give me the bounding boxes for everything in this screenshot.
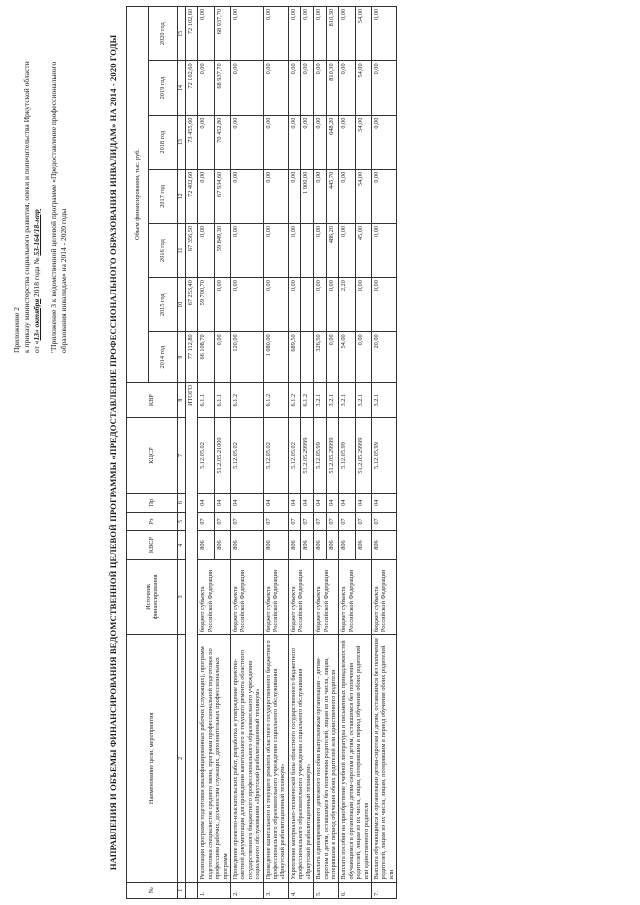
header-year: 2018 год — [149, 115, 178, 169]
table-row — [288, 7, 301, 899]
total-value: 72 102,60 — [186, 61, 198, 115]
year-value: 0,00 — [231, 115, 264, 169]
rz-cell: 07 — [198, 512, 214, 531]
year-value: 0,00 — [339, 223, 355, 277]
table-row — [263, 7, 288, 899]
column-index: 10 — [178, 278, 186, 332]
column-index: 9 — [178, 332, 186, 383]
year-value: 0,00 — [355, 332, 371, 383]
header-kcsr: КЦСР — [127, 418, 178, 493]
kvsr-cell: 806 — [326, 531, 339, 559]
year-value: 648,20 — [326, 115, 339, 169]
year-value — [301, 278, 314, 332]
total-row — [186, 7, 198, 899]
funding-source: бюджет субъекта Российской Федерации — [339, 559, 372, 634]
kvsr-cell: 806 — [198, 531, 214, 559]
year-value: 0,00 — [231, 61, 264, 115]
year-value: 689,50 — [288, 332, 301, 383]
year-value: 54,00 — [355, 61, 371, 115]
total-value: 67 356,50 — [186, 223, 198, 277]
year-value: 54,00 — [339, 332, 355, 383]
kcsr-cell: 51.2.05.29999 — [355, 418, 371, 493]
year-value: 68 937,70 — [214, 61, 230, 115]
year-value: 0,00 — [314, 7, 327, 61]
year-value: 0,00 — [339, 61, 355, 115]
year-value: 20,00 — [371, 332, 396, 383]
year-value: 1 900,00 — [301, 169, 314, 223]
financing-table — [126, 6, 397, 899]
pr-cell: 04 — [231, 493, 264, 512]
pr-cell: 04 — [339, 493, 355, 512]
year-value: 0,00 — [198, 61, 214, 115]
kcsr-cell: 51.2.05.29999 — [326, 418, 339, 493]
table-row — [231, 7, 264, 899]
funding-source: бюджет субъекта Российской Федерации — [371, 559, 396, 634]
header-year: 2015 год — [149, 278, 178, 332]
column-index: 8 — [178, 382, 186, 417]
year-value: 54,00 — [355, 115, 371, 169]
year-value: 68 937,70 — [214, 7, 230, 61]
year-value: 0,00 — [288, 115, 301, 169]
year-value: 0,00 — [231, 169, 264, 223]
header-source: Источник финансирования — [127, 559, 178, 634]
total-value: 72 402,60 — [186, 169, 198, 223]
annex-line-4: "Приложение 3 к ведомственной целевой программе «Предоставление профессионального — [49, 61, 58, 353]
activity-name: Реализация программ подготовки квалифицированных рабочих (служащих), программ подготовки специалистов среднего звена, программ профессиональной подготовки по профессиям рабочих, должностям служащих, дополнительных профессиональных программ — [198, 635, 231, 882]
year-value: 326,50 — [314, 332, 327, 383]
activity-name: Выплата обучающимся в организации детям-сиротам и детям, оставшимся без попечения родителей, лицам из их числа, лицам, потерявшим в период обучения обоих родителей или — [371, 635, 396, 882]
year-value: 0,00 — [301, 115, 314, 169]
year-value: 66 108,70 — [198, 332, 214, 383]
header-year: 2014 год — [149, 332, 178, 383]
kvsr-cell: 806 — [263, 531, 288, 559]
rz-cell: 07 — [301, 512, 314, 531]
year-value: 0,00 — [339, 115, 355, 169]
year-value: 0,00 — [371, 61, 396, 115]
header-year: 2017 год — [149, 169, 178, 223]
kvr-cell: 6.1.2 — [231, 382, 264, 417]
column-index: 14 — [178, 61, 186, 115]
kcsr-cell: 51.2.05.29999 — [301, 418, 314, 493]
kcsr-cell: 5.12.05.99 — [314, 418, 327, 493]
pr-cell: 04 — [371, 493, 396, 512]
column-index: 4 — [178, 531, 186, 559]
total-value: 77 112,80 — [186, 332, 198, 383]
column-index: 7 — [178, 418, 186, 493]
year-value: 486,20 — [326, 223, 339, 277]
year-value: 1 080,00 — [263, 332, 288, 383]
year-value: 0,00 — [355, 278, 371, 332]
year-value: 0,00 — [288, 223, 301, 277]
kvsr-cell: 806 — [231, 531, 264, 559]
kcsr-cell: 5.12.05.99 — [339, 418, 355, 493]
funding-source: бюджет субъекта Российской Федерации — [198, 559, 231, 634]
year-value: 0,00 — [231, 7, 264, 61]
year-value: 2,20 — [339, 278, 355, 332]
header-kvsr: КВСР — [127, 531, 178, 559]
total-value: 67 253,40 — [186, 278, 198, 332]
year-value: 0,00 — [263, 115, 288, 169]
year-value: 59 700,70 — [198, 278, 214, 332]
kvsr-cell: 806 — [355, 531, 371, 559]
total-value: 72 102,60 — [186, 7, 198, 61]
annex-date: 13» октября — [32, 298, 41, 341]
row-number: 4. — [288, 882, 313, 898]
row-number: 7. — [371, 882, 396, 898]
year-value: 0,00 — [326, 332, 339, 383]
pr-cell: 04 — [301, 493, 314, 512]
column-index: 5 — [178, 512, 186, 531]
year-value: 0,00 — [214, 278, 230, 332]
year-value: 0,00 — [263, 7, 288, 61]
kvr-cell: 6.1.1 — [214, 382, 230, 417]
annex-line-2: к приказу министерства социального развития, опеки и попечительства Иркутской области — [22, 61, 31, 353]
year-value: 0,00 — [288, 61, 301, 115]
annex-header — [12, 23, 69, 353]
column-index: 13 — [178, 115, 186, 169]
activity-name: Укрепление материально-технической базы областного государственного бюджетного профессионального образовательного учреждения социального обслуживания «Иркутский реабилитационный техникум» — [288, 635, 313, 882]
year-value: 0,00 — [263, 61, 288, 115]
header-name: Наименование цели, мероприятия — [127, 635, 178, 882]
table-row — [314, 7, 327, 899]
year-value: 0,00 — [314, 61, 327, 115]
rz-cell: 07 — [339, 512, 355, 531]
column-index: 1 — [178, 882, 186, 898]
year-value: 810,30 — [326, 7, 339, 61]
year-value: 0,00 — [198, 115, 214, 169]
year-value: 0,00 — [371, 278, 396, 332]
kcsr-cell: 51.2.05.21000 — [214, 418, 230, 493]
header-rz: Рз — [127, 512, 178, 531]
activity-name: Выплата единовременного денежного пособия выпускникам организации – детям-сиротам и детям, оставшимся без попечения родителей, лицам из их числа, лицам, потерявшим в период обучения обоих родителей или единственного родителя — [314, 635, 339, 882]
total-num-cell — [186, 882, 198, 898]
header-financing-group: Объем финансирования, тыс. руб. — [127, 7, 149, 383]
year-value: 0,00 — [339, 7, 355, 61]
kcsr-cell: 5.12.05.02 — [198, 418, 214, 493]
year-value: 445,70 — [326, 169, 339, 223]
column-index: 6 — [178, 493, 186, 512]
year-value: 0,00 — [301, 7, 314, 61]
column-index: 2 — [178, 635, 186, 882]
kvsr-cell: 806 — [214, 531, 230, 559]
year-value: 0,00 — [301, 61, 314, 115]
row-number: 2. — [231, 882, 264, 898]
year-value: 0,00 — [198, 169, 214, 223]
annex-line-3 — [32, 23, 42, 353]
kcsr-cell: 5.12.05.02 — [263, 418, 288, 493]
annex-date-prefix: от « — [32, 340, 41, 353]
total-label: ИТОГО — [186, 382, 198, 882]
year-value: 0,00 — [288, 7, 301, 61]
annex-line-1: Приложение 2 — [12, 307, 21, 353]
annex-year-number-label: 2018 года № — [32, 257, 41, 297]
kvsr-cell: 806 — [314, 531, 327, 559]
column-index: 15 — [178, 7, 186, 61]
year-value: 0,00 — [288, 169, 301, 223]
year-value: 45,00 — [355, 223, 371, 277]
kvsr-cell: 806 — [339, 531, 355, 559]
table-row — [198, 7, 214, 899]
kcsr-cell: 5.12.05.02 — [288, 418, 301, 493]
year-value: 0,00 — [263, 169, 288, 223]
year-value: 59 849,30 — [214, 223, 230, 277]
header-num: № — [127, 882, 178, 898]
rz-cell: 07 — [214, 512, 230, 531]
row-number: 5. — [314, 882, 339, 898]
year-value: 0,00 — [288, 278, 301, 332]
kvsr-cell: 806 — [301, 531, 314, 559]
pr-cell: 04 — [288, 493, 301, 512]
pr-cell: 04 — [326, 493, 339, 512]
year-value: 0,00 — [339, 169, 355, 223]
kvsr-cell: 806 — [371, 531, 396, 559]
column-index: 12 — [178, 169, 186, 223]
kvr-cell: 3.2.1 — [339, 382, 355, 417]
kvr-cell: 6.1.2 — [288, 382, 301, 417]
funding-source: бюджет субъекта Российской Федерации — [231, 559, 264, 634]
table-row — [339, 7, 355, 899]
year-value: 0,00 — [314, 223, 327, 277]
kcsr-cell: 5.12.05.99 — [371, 418, 396, 493]
year-value: 0,00 — [231, 278, 264, 332]
year-value: 0,00 — [263, 278, 288, 332]
rz-cell: 07 — [288, 512, 301, 531]
header-year: 2020 год — [149, 7, 178, 61]
year-value: 0,00 — [198, 223, 214, 277]
row-number: 3. — [263, 882, 288, 898]
rz-cell: 07 — [371, 512, 396, 531]
column-index: 3 — [178, 559, 186, 634]
kvr-cell: 3.2.1 — [355, 382, 371, 417]
activity-name: Выплата пособия на приобретение учебной литературы и письменных принадлежностей обучающимся в организации детям-сиротам и детям, оставшимся без попечения родителей, лицам из их числа, лицам, потерявшим в период обучения обоих родителей или единственного родителя — [339, 635, 372, 882]
rz-cell: 07 — [263, 512, 288, 531]
year-value: 0,00 — [263, 223, 288, 277]
kvsr-cell: 806 — [288, 531, 301, 559]
year-value: 0,00 — [314, 169, 327, 223]
header-kvr: КВР — [127, 382, 178, 417]
year-value: 0,00 — [314, 115, 327, 169]
funding-source: бюджет субъекта Российской Федерации — [263, 559, 288, 634]
year-value: 0,00 — [371, 115, 396, 169]
rz-cell: 07 — [326, 512, 339, 531]
pr-cell: 04 — [198, 493, 214, 512]
document-title: НАПРАВЛЕНИЯ И ОБЪЕМЫ ФИНАНСИРОВАНИЯ ВЕДОМСТВЕННОЙ ЦЕЛЕВОЙ ПРОГРАММЫ «ПРЕДОСТАВЛЕНИЕ ПРОФЕССИОНАЛЬНОГО ОБРАЗОВАНИЯ ИНВАЛИДАМ» НА 2014 - 2020 ГОДЫ — [108, 34, 118, 871]
pr-cell: 04 — [314, 493, 327, 512]
column-index: 11 — [178, 223, 186, 277]
table-row — [371, 7, 396, 899]
year-value: 54,00 — [355, 169, 371, 223]
kvr-cell: 6.1.2 — [301, 382, 314, 417]
annex-line-5: образования инвалидам» на 2014 - 2020 годы — [59, 208, 68, 353]
year-value: 120,00 — [231, 332, 264, 383]
activity-name: Проведение проектно-изыскательских работ, разработка и утверждение проектно-сметной документации для проведения капитального и текущего ремонта областного государственного бюджетного профессионального образовательного учреждения социального обслуживания «Иркутский реабилитационный техникум» — [231, 635, 264, 882]
pr-cell: 04 — [214, 493, 230, 512]
header-year: 2016 год — [149, 223, 178, 277]
kvr-cell: 6.1.2 — [263, 382, 288, 417]
year-value — [301, 223, 314, 277]
row-number: 1. — [198, 882, 231, 898]
year-value: 0,00 — [214, 332, 230, 383]
rz-cell: 07 — [231, 512, 264, 531]
funding-source: бюджет субъекта Российской Федерации — [288, 559, 313, 634]
header-pr: Пр — [127, 493, 178, 512]
kvr-cell: 6.1.1 — [198, 382, 214, 417]
pr-cell: 04 — [355, 493, 371, 512]
year-value: 0,00 — [314, 278, 327, 332]
year-value: 67 934,60 — [214, 169, 230, 223]
year-value: 70 452,80 — [214, 115, 230, 169]
funding-source: бюджет субъекта Российской Федерации — [314, 559, 339, 634]
activity-name: Проведение капитального и текущего ремонта областного государственного бюджетного профессионального образовательного учреждения социального обслуживания «Иркутский реабилитационный техникум» — [263, 635, 288, 882]
kvr-cell: 3.2.1 — [326, 382, 339, 417]
year-value: 54,00 — [355, 7, 371, 61]
year-value: 810,30 — [326, 61, 339, 115]
row-number: 6. — [339, 882, 372, 898]
year-value: 0,00 — [371, 7, 396, 61]
pr-cell: 04 — [263, 493, 288, 512]
total-value: 73 455,60 — [186, 115, 198, 169]
rz-cell: 07 — [355, 512, 371, 531]
kcsr-cell: 5.12.05.02 — [231, 418, 264, 493]
year-value: 0,00 — [371, 223, 396, 277]
year-value: 0,00 — [326, 278, 339, 332]
year-value — [301, 332, 314, 383]
header-year: 2019 год — [149, 61, 178, 115]
rz-cell: 07 — [314, 512, 327, 531]
kvr-cell: 3.2.1 — [371, 382, 396, 417]
year-value: 0,00 — [231, 223, 264, 277]
year-value: 0,00 — [371, 169, 396, 223]
annex-order-number: 53-164/18-мпр — [32, 209, 41, 256]
kvr-cell: 3.2.1 — [314, 382, 327, 417]
year-value: 0,00 — [198, 7, 214, 61]
